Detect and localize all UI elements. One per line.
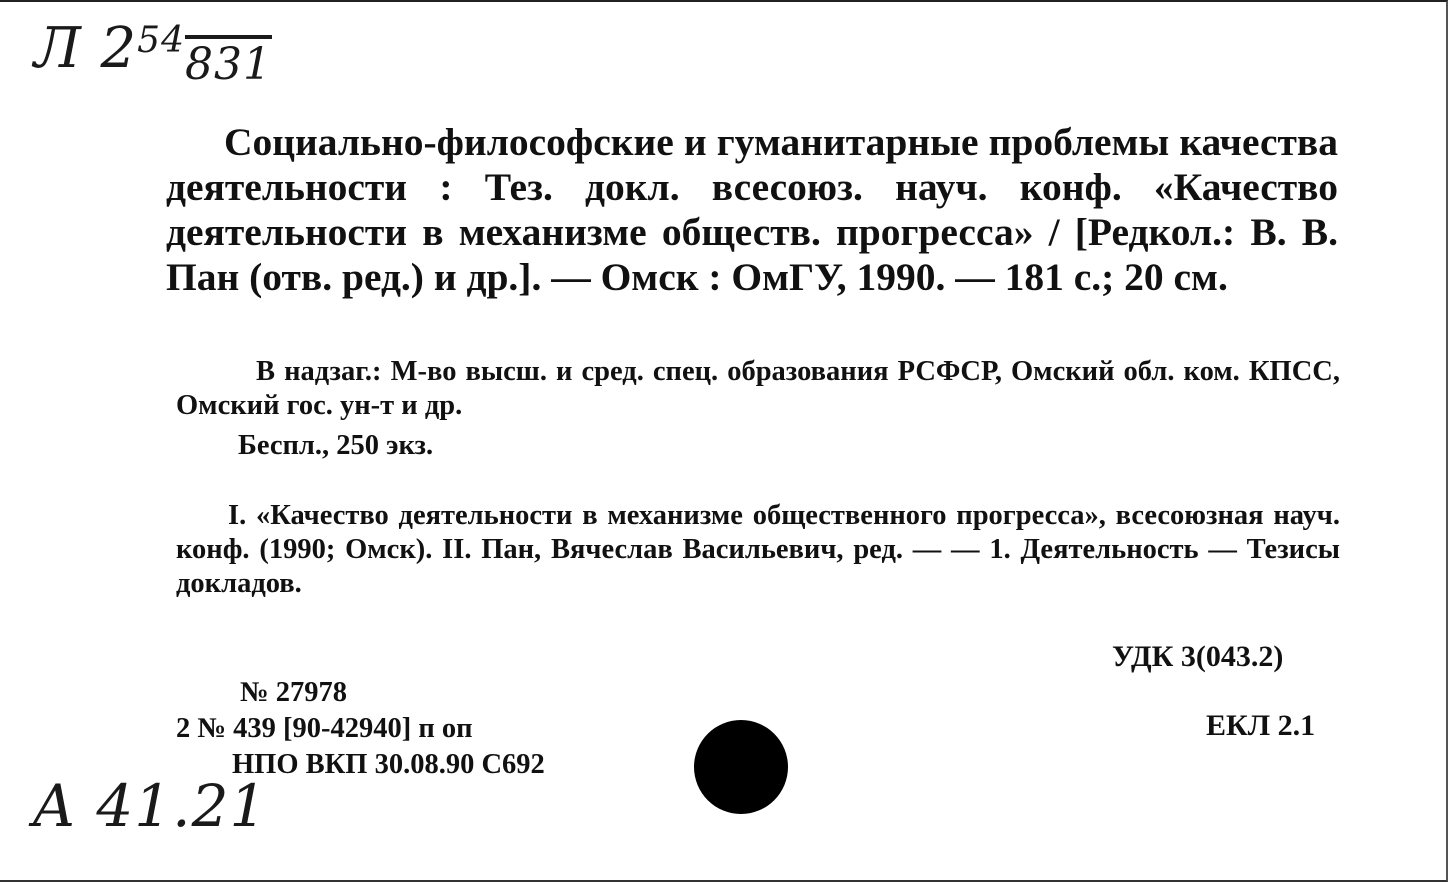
tracing-block: I. «Качество деятельности в механизме общественного прогресса», всесоюзная науч. конф. (1990; Омск). II. Пан, Вячеслав Васильевич, ред. — — 1. Деятельность — Тезисы докладов. — [176, 500, 1340, 599]
price-note: Беспл., 250 экз. — [238, 430, 434, 461]
entry-title: Социально-философские и гуманитарные проблемы качества деятельности — [166, 120, 1338, 209]
publication-number: № 27978 — [240, 677, 348, 708]
udc-code: УДК 3(043.2) — [1112, 640, 1284, 673]
order-line: 2 № 439 [90-42940] п оп — [176, 713, 473, 744]
printer-line: НПО ВКП 30.08.90 С692 — [232, 749, 545, 780]
bibliographic-entry — [166, 120, 1338, 300]
ekl-code: ЕКЛ 2.1 — [1206, 709, 1316, 742]
note-header: В надзаг.: М-во высш. и сред. спец. образования РСФСР, Омский обл. ком. КПСС, Омский гос. ун-т и др. — [176, 356, 1340, 421]
punch-hole — [694, 720, 788, 814]
inventory-mark: А 41.21 — [32, 772, 268, 840]
shelf-mark: Л $2^{54}_{831}$ — [34, 16, 272, 90]
entry-details: : Тез. докл. всесоюз. науч. конф. «Качество деятельности в механизме обществ. прогресса» / [Редкол.: В. В. Пан (отв. ред.) и др.]. — Омск : ОмГУ, 1990. — 181 с.; 20 см. — [166, 165, 1338, 299]
